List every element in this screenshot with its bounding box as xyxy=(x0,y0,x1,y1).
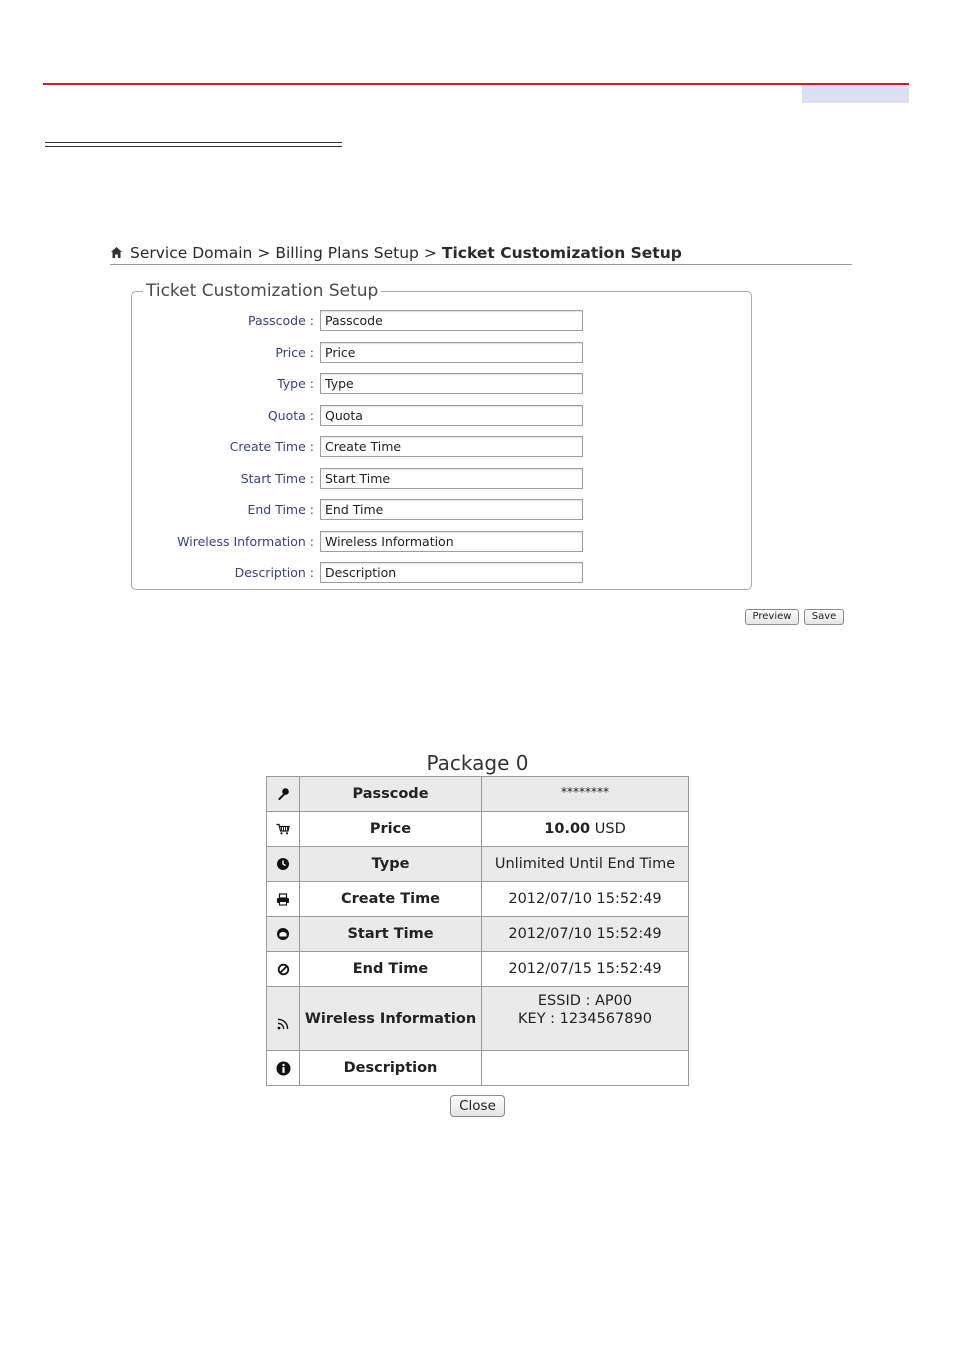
row-value: Unlimited Until End Time xyxy=(482,847,689,882)
wifi-icon xyxy=(267,987,300,1051)
table-row xyxy=(267,812,689,847)
ticket-preview-table xyxy=(266,776,689,1086)
row-name: End Time xyxy=(300,952,482,987)
row-value: 2012/07/10 15:52:49 xyxy=(482,882,689,917)
key-icon xyxy=(267,777,300,812)
clock-icon xyxy=(267,847,300,882)
field-row-passcode xyxy=(132,310,751,332)
row-name: Type xyxy=(300,847,482,882)
section-heading-underline-2 xyxy=(45,146,342,147)
ticket-customization-form xyxy=(131,281,752,590)
breadcrumb-service-domain[interactable]: Service Domain xyxy=(130,244,253,262)
field-row-end-time xyxy=(132,499,751,521)
table-row xyxy=(267,882,689,917)
row-value: 2012/07/15 15:52:49 xyxy=(482,952,689,987)
essid-value: ESSID : AP00 xyxy=(537,993,633,1009)
field-label: End Time : xyxy=(247,502,314,517)
field-label: Start Time : xyxy=(240,470,314,486)
end-time-input[interactable] xyxy=(320,499,583,520)
passcode-input[interactable] xyxy=(320,310,583,331)
price-amount: 10.00 xyxy=(544,821,591,837)
row-name: Description xyxy=(300,1051,482,1086)
field-label: Passcode : xyxy=(248,313,314,328)
start-time-input[interactable] xyxy=(320,468,583,489)
row-name: Passcode xyxy=(300,777,482,812)
breadcrumb-separator: > xyxy=(257,244,271,262)
table-row xyxy=(267,917,689,952)
field-row-start-time xyxy=(132,468,751,490)
wireless-information-input[interactable] xyxy=(320,531,583,552)
field-row-type xyxy=(132,373,751,395)
row-value xyxy=(482,1051,689,1086)
field-row-wireless-information xyxy=(132,531,751,553)
table-row xyxy=(267,952,689,987)
cart-icon xyxy=(267,812,300,847)
field-label: Description : xyxy=(234,565,314,580)
preview-button[interactable]: Preview xyxy=(745,609,799,625)
start-icon xyxy=(267,917,300,952)
save-button[interactable]: Save xyxy=(804,609,844,625)
breadcrumb xyxy=(110,244,852,265)
info-icon xyxy=(267,1051,300,1086)
key-value: KEY : 1234567890 xyxy=(518,1011,652,1027)
form-legend: Ticket Customization Setup xyxy=(143,281,381,301)
field-row-price xyxy=(132,342,751,364)
package-title: Package 0 xyxy=(426,751,529,775)
breadcrumb-separator: > xyxy=(423,244,437,262)
close-button[interactable]: Close xyxy=(450,1095,505,1117)
field-label: Wireless Information : xyxy=(177,533,314,549)
create-time-input[interactable] xyxy=(320,436,583,457)
breadcrumb-current: Ticket Customization Setup xyxy=(441,244,682,262)
field-label: Create Time : xyxy=(229,439,314,454)
row-value xyxy=(482,987,689,1051)
row-value: ******** xyxy=(482,777,689,812)
table-row xyxy=(267,777,689,812)
printer-icon xyxy=(267,882,300,917)
page-number-tab xyxy=(802,85,909,103)
price-input[interactable] xyxy=(320,342,583,363)
header-rule xyxy=(43,83,909,85)
row-name: Price xyxy=(300,812,482,847)
table-row xyxy=(267,1051,689,1086)
row-value: 2012/07/10 15:52:49 xyxy=(482,917,689,952)
table-row xyxy=(267,987,689,1051)
description-input[interactable] xyxy=(320,562,583,583)
quota-input[interactable] xyxy=(320,405,583,426)
field-label: Quota : xyxy=(267,407,314,423)
type-input[interactable] xyxy=(320,373,583,394)
field-label: Price : xyxy=(275,344,314,360)
field-label: Type : xyxy=(277,376,314,391)
table-row xyxy=(267,847,689,882)
row-name: Wireless Information xyxy=(300,987,482,1051)
field-row-description xyxy=(132,562,751,584)
home-icon[interactable] xyxy=(110,245,124,259)
row-name: Start Time xyxy=(300,917,482,952)
section-heading-underline xyxy=(45,142,342,143)
field-row-quota xyxy=(132,405,751,427)
breadcrumb-billing-plans-setup[interactable]: Billing Plans Setup xyxy=(275,244,419,262)
row-name: Create Time xyxy=(300,882,482,917)
end-icon xyxy=(267,952,300,987)
field-row-create-time xyxy=(132,436,751,458)
price-currency: USD xyxy=(594,821,626,837)
row-value xyxy=(482,812,689,847)
